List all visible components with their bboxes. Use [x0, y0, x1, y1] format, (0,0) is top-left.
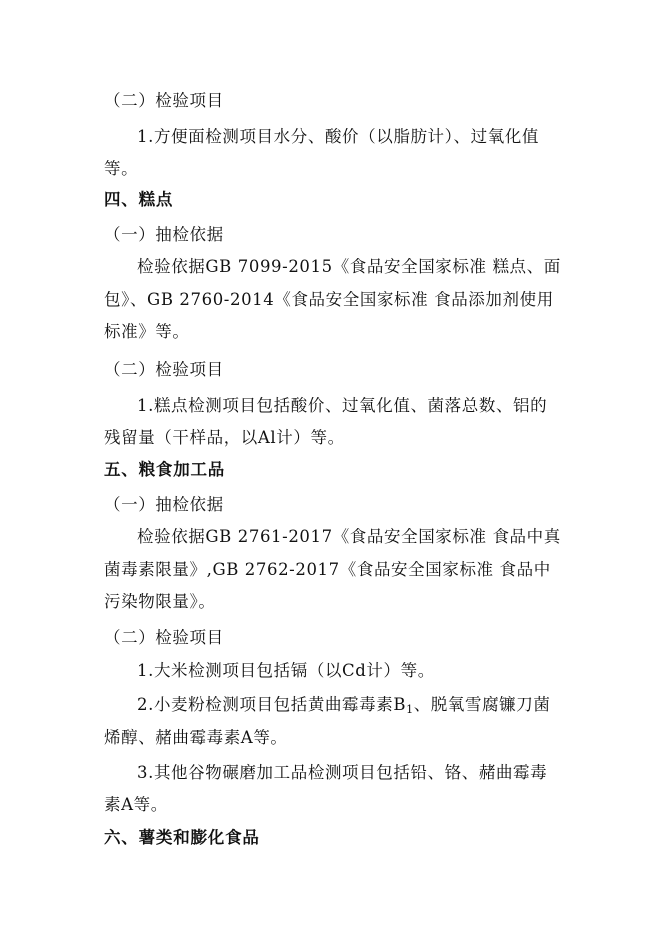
section-heading: 五、粮食加工品 — [104, 460, 226, 479]
body-line: 等。 — [104, 159, 139, 178]
subsection-heading: （二）检验项目 — [104, 91, 224, 110]
subsection-heading: （二）检验项目 — [104, 360, 224, 379]
subscript: 1 — [406, 703, 414, 716]
section-heading: 四、糕点 — [104, 190, 174, 209]
body-text: 、脱氧雪腐镰刀菌 — [413, 695, 551, 714]
body-line: 1.方便面检测项目水分、酸价（以脂肪计）、过氧化值 — [137, 127, 539, 146]
body-line: 菌毒素限量》,GB 2762-2017《食品安全国家标准 食品中 — [104, 560, 551, 579]
body-line: 包》、GB 2760-2014《食品安全国家标准 食品添加剂使用 — [104, 290, 554, 309]
subsection-heading: （一）抽检依据 — [104, 225, 224, 244]
body-line: 标准》等。 — [104, 322, 190, 341]
body-line: 烯醇、赭曲霉毒素A等。 — [104, 728, 288, 747]
body-line: 3.其他谷物碾磨加工品检测项目包括铅、铬、赭曲霉毒 — [137, 763, 548, 782]
body-line: 残留量（干样品，以Al计）等。 — [104, 428, 345, 447]
body-line: 检验依据GB 7099-2015《食品安全国家标准 糕点、面 — [137, 257, 561, 276]
subsection-heading: （一）抽检依据 — [104, 495, 224, 514]
body-text: 2.小麦粉检测项目包括黄曲霉毒素B — [137, 695, 407, 714]
body-line: 素A等。 — [104, 795, 168, 814]
section-heading: 六、薯类和膨化食品 — [104, 828, 260, 847]
subsection-heading: （二）检验项目 — [104, 628, 224, 647]
body-line: 1.糕点检测项目包括酸价、过氧化值、菌落总数、铝的 — [137, 396, 548, 415]
body-line: 检验依据GB 2761-2017《食品安全国家标准 食品中真 — [137, 527, 561, 546]
body-line: 污染物限量》。 — [104, 592, 216, 611]
body-line — [137, 694, 551, 716]
body-line: 1.大米检测项目包括镉（以Cd计）等。 — [137, 661, 435, 680]
